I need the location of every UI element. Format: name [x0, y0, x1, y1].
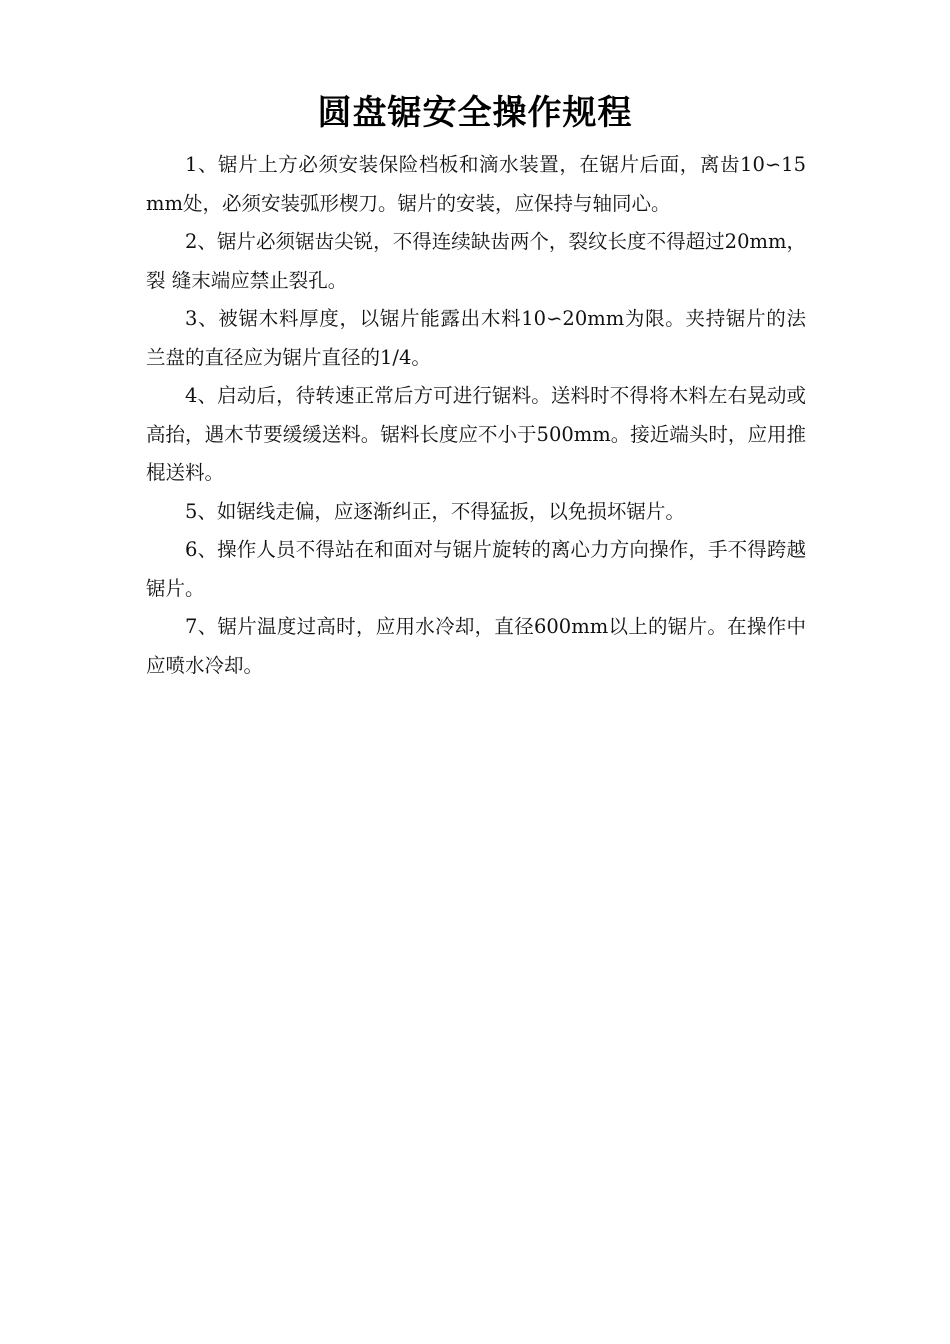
paragraph-2: 2、锯片必须锯齿尖锐，不得连续缺齿两个，裂纹长度不得超过20mm，裂 缝末端应禁止裂孔。: [146, 230, 806, 292]
paragraph-4: 4、启动后，待转速正常后方可进行锯料。送料时不得将木料左右晃动或高抬，遇木节要缓缓送料。锯料长度应不小于500mm。接近端头时，应用推棍送料。: [146, 384, 806, 484]
paragraph-1: 1、锯片上方必须安装保险档板和滴水装置，在锯片后面，离齿10∽15mm处，必须安装弧形楔刀。锯片的安装，应保持与轴同心。: [146, 153, 806, 215]
document-title: 圆盘锯安全操作规程: [317, 93, 633, 133]
paragraph-6: 6、操作人员不得站在和面对与锯片旋转的离心力方向操作，手不得跨越锯片。: [146, 538, 806, 600]
paragraph-7: 7、锯片温度过高时，应用水冷却，直径600mm以上的锯片。在操作中应喷水冷却。: [146, 615, 806, 677]
paragraph-3: 3、被锯木料厚度，以锯片能露出木料10∽20mm为限。夹持锯片的法兰盘的直径应为锯片直径的1/4。: [146, 307, 806, 369]
paragraph-5: 5、如锯线走偏，应逐渐纠正，不得猛扳，以免损坏锯片。: [185, 499, 685, 523]
document-body: [146, 146, 806, 685]
